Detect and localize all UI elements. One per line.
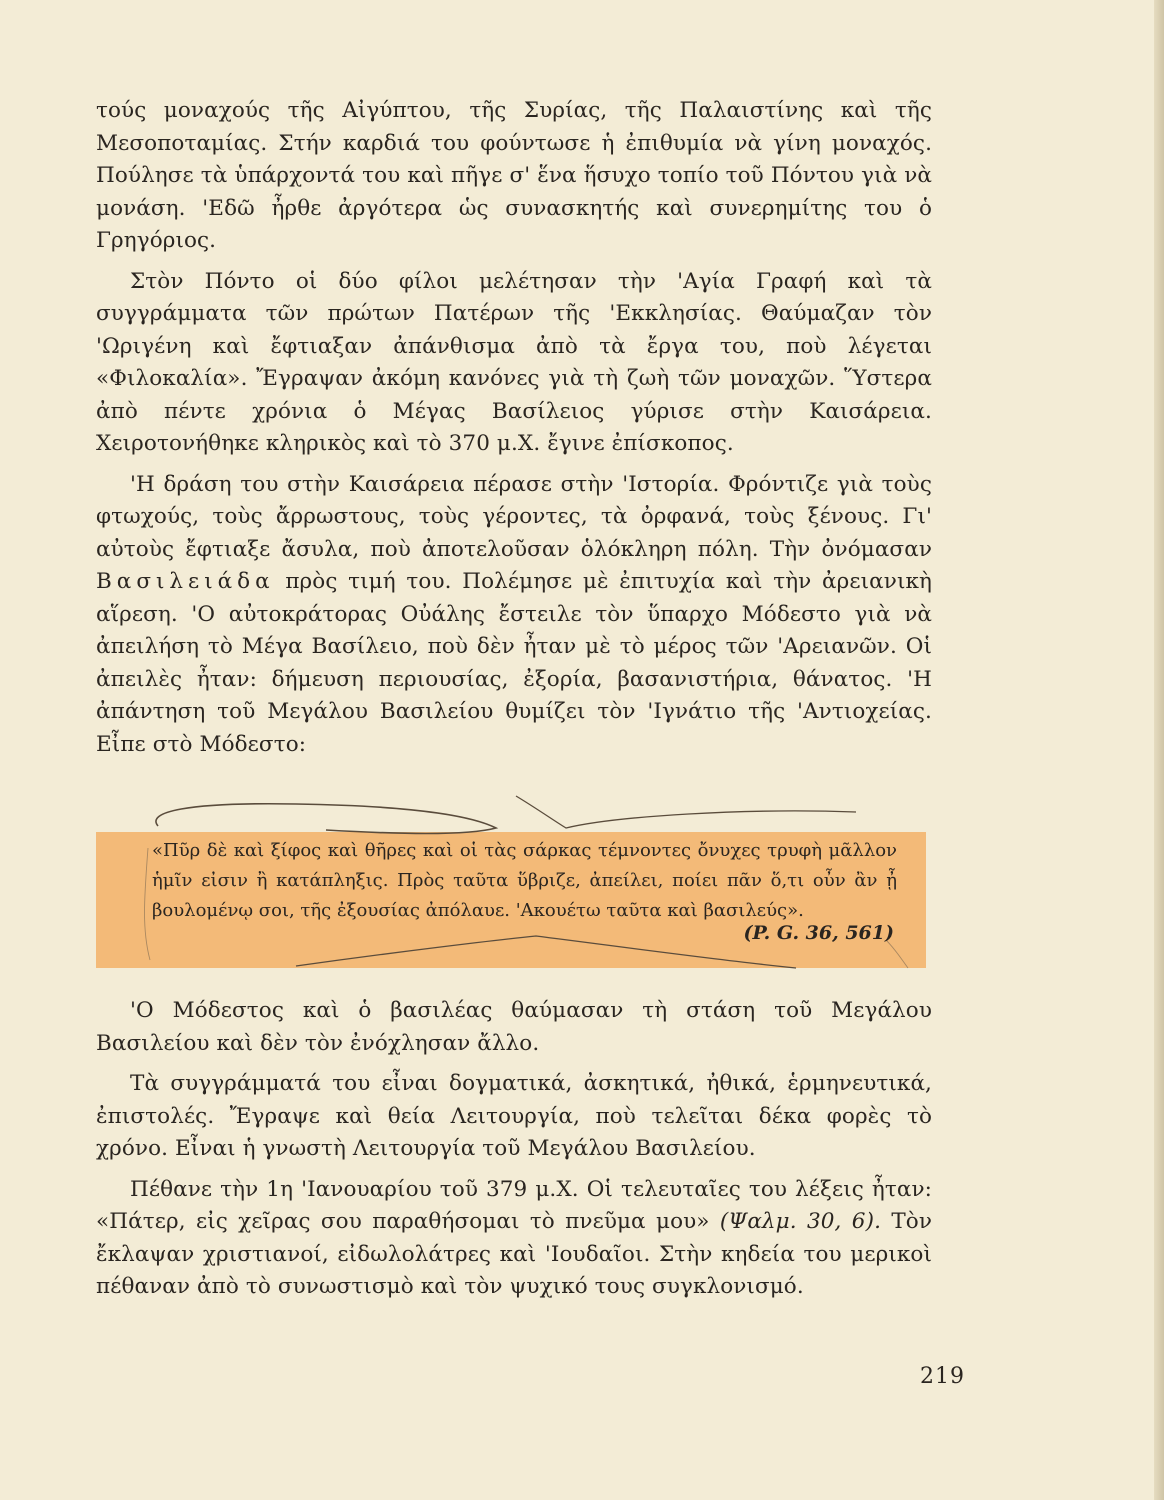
paragraph-death xyxy=(96,1174,932,1304)
page-number: 219 xyxy=(920,1364,965,1389)
basiliada-text-after: πρὸς τιμή του. Πολέμησε μὲ ἐπιτυχία καὶ τὴν ἀρειανικὴ αἵρεση. 'Ο αὐτοκράτορας Οὐάλης ἔστειλε τὸν ὕπαρχο Μόδεστο γιὰ νὰ ἀπειλήση τὸ Μέγα Βασίλειο, ποὺ δὲν ἦταν μὲ τὸ μέρος τῶν 'Αρειανῶν. Οἱ ἀπειλὲς ἦταν: δήμευση περιουσίας, ἐξορία, βασανιστήρια, θάνατος. 'Η ἀπάντηση τοῦ Μεγάλου Βασιλείου θυμίζει τὸν 'Ιγνάτιο τῆς 'Αντιοχείας. Εἶπε στὸ Μόδεστο: xyxy=(96,569,933,757)
quote-text: «Πῦρ δὲ καὶ ξίφος καὶ θῆρες καὶ οἱ τὰς σάρκας τέμνοντες ὄνυχες τρυφὴ μᾶλλον ἡμῖν εἰσιν ἢ κατάπληξις. Πρὸς ταῦτα ὕβριζε, ἀπείλει, ποίει πᾶν ὅ,τι οὖν ἂν ᾖ βουλομένῳ σοι, τῆς ἐξουσίας ἀπόλαυε. 'Ακουέτω ταῦτα καὶ βασιλεύς». xyxy=(152,840,897,921)
quote-reference: (P. G. 36, 561) xyxy=(743,922,894,944)
paragraph-philokalia: Στὸν Πόντο οἱ δύο φίλοι μελέτησαν τὴν 'Αγία Γραφή καὶ τὰ συγγράμματα τῶν πρώτων Πατέρων τῆς 'Εκκλησίας. Θαύμαζαν τὸν 'Ωριγένη καὶ ἔφτιαξαν ἀπάνθισμα ἀπὸ τὰ ἔργα του, ποὺ λέγεται «Φιλοκαλία». Ἔγραψαν ἀκόμη κανόνες γιὰ τὴ ζωὴ τῶν μοναχῶν. Ὕστερα ἀπὸ πέντε χρόνια ὁ Μέγας Βασίλειος γύρισε στὴν Καισάρεια. Χειροτονήθηκε κληρικὸς καὶ τὸ 370 μ.Χ. ἔγινε ἐπίσκοπος. xyxy=(96,268,932,456)
text-block-top xyxy=(96,95,932,761)
psalm-reference: (Ψαλμ. 30, 6). xyxy=(719,1209,882,1234)
paragraph-pontus-monks: τούς μοναχούς τῆς Αἰγύπτου, τῆς Συρίας, τῆς Παλαιστίνης καὶ τῆς Μεσοποταμίας. Στήν καρδιά του φούντωσε ἡ ἐπιθυμία νὰ γίνη μοναχός. Πούλησε τὰ ὑπάρχοντά του καὶ πῆγε σ' ἕνα ἥσυχο τοπίο τοῦ Πόντου γιὰ νὰ μονάση. 'Εδῶ ἦρθε ἀργότερα ὡς συνασκητής καὶ συνερημίτης του ὁ Γρηγόριος. xyxy=(96,98,932,253)
death-text-before: Πέθανε τὴν 1η 'Ιανουαρίου τοῦ 379 μ.Χ. Οἱ τελευταῖες του λέξεις ἦταν: «Πάτερ, εἰς χεῖρας σου παραθήσομαι τὸ πνεῦμα μου» xyxy=(96,1176,932,1234)
paragraph-basiliada xyxy=(96,469,932,762)
death-text-after: Τὸν ἔκλαψαν χριστιανοί, εἰδωλολάτρες καὶ 'Ιουδαῖοι. Στὴν κηδεία του μερικοὶ πέθαναν ἀπὸ τὸ συνωστισμὸ καὶ τὸν ψυχικό τους συγκλονισμό. xyxy=(96,1209,932,1299)
basiliada-text-before: 'Η δράση του στὴν Καισάρεια πέρασε στὴν 'Ιστορία. Φρόντιζε γιὰ τοὺς φτωχούς, τοὺς ἄρρωστους, τοὺς γέροντες, τὰ ὀρφανά, τοὺς ξένους. Γι' αὐτοὺς ἔφτιαξε ἄσυλα, ποὺ ἀποτελοῦσαν ὁλόκληρη πόλη. Τὴν ὀνόμασαν xyxy=(96,471,932,562)
paragraph-writings: Τὰ συγγράμματά του εἶναι δογματικά, ἀσκητικά, ἠθικά, ἑρμηνευτικά, ἐπιστολές. Ἔγραψε καὶ θεία Λειτουργία, ποὺ τελεῖται δέκα φορὲς τὸ χρόνο. Εἶναι ἡ γνωστὴ Λειτουργία τοῦ Μεγάλου Βασιλείου. xyxy=(96,1071,932,1161)
page-edge xyxy=(1154,0,1164,1500)
paragraph-modestus-admired: 'Ο Μόδεστος καὶ ὁ βασιλέας θαύμασαν τὴ στάση τοῦ Μεγάλου Βασιλείου καὶ δὲν τὸν ἐνόχλησαν ἄλλο. xyxy=(96,998,932,1056)
basiliada-spaced-word: Βασιλειάδα xyxy=(96,569,275,594)
text-block-bottom xyxy=(96,995,932,1304)
